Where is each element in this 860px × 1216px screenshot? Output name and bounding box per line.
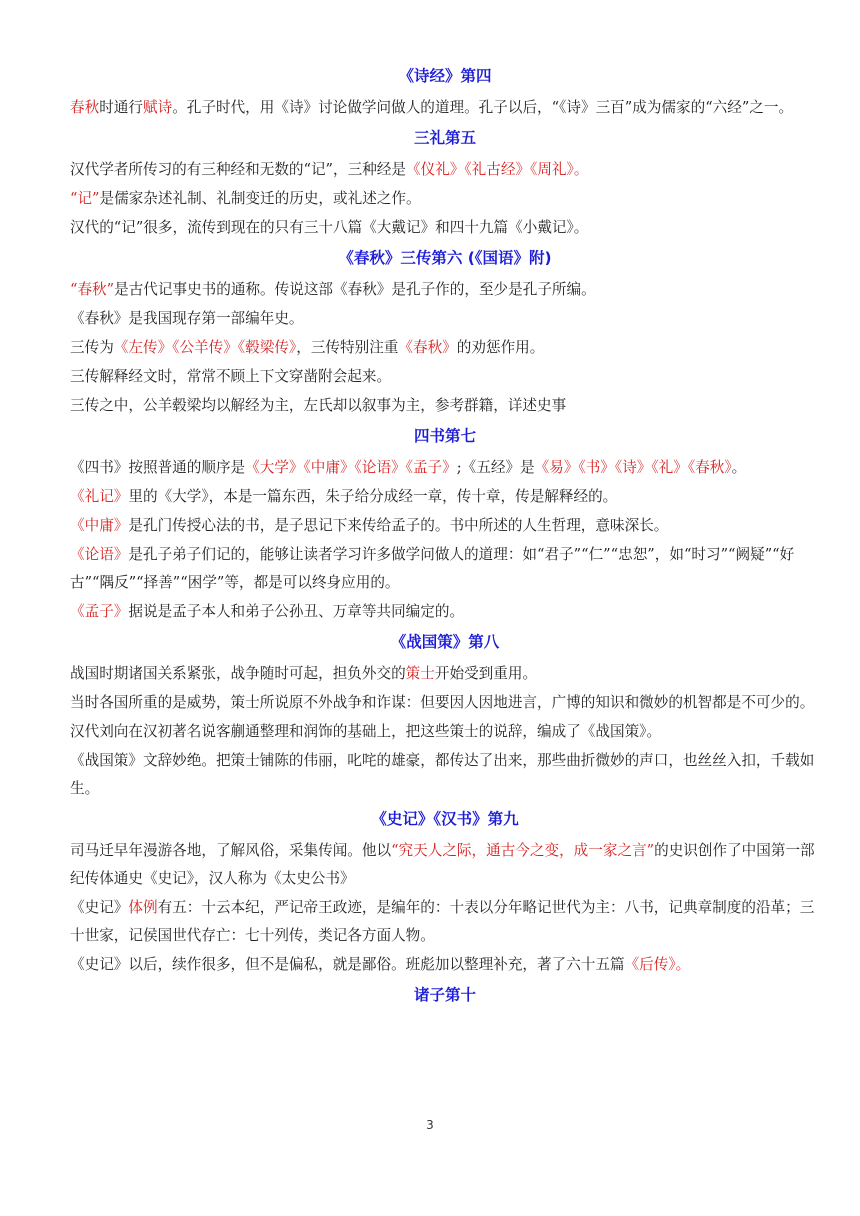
section-heading: 《战国策》第八	[390, 633, 500, 651]
paragraph	[70, 837, 820, 893]
highlighted-term: 《仪礼》《礼古经》《周礼》。	[406, 161, 589, 178]
text-run: 《史记》以后，续作很多，但不是偏私，就是鄙俗。班彪加以整理补充，著了六十五篇	[70, 956, 625, 973]
paragraph	[70, 392, 820, 420]
paragraph	[70, 512, 820, 540]
text-run: 战国时期诸国关系紧张，战争随时可起，担负外交的	[70, 665, 406, 682]
paragraph	[70, 598, 820, 626]
text-run: 据说是孟子本人和弟子公孙丑、万章等共同编定的。	[128, 603, 465, 620]
paragraph	[70, 660, 820, 688]
text-run: 汉代的“记”很多，流传到现在的只有三十八篇《大戴记》和四十九篇《小戴记》。	[70, 219, 589, 236]
highlighted-term: 《孟子》	[70, 603, 129, 620]
text-run: 汉代学者所传习的有三种经和无数的“记”，三种经是	[70, 161, 406, 178]
text-run: 。孔子时代，用《诗》讨论做学问做人的道理。孔子以后，“《诗》三百”成为儒家的“六经”之一。	[172, 99, 794, 116]
text-run: 时通行	[99, 99, 143, 116]
highlighted-term: 赋诗	[143, 99, 173, 116]
paragraph	[70, 185, 820, 213]
highlighted-term: 春秋	[70, 99, 100, 116]
highlighted-term: 《易》《书》《诗》《礼》《春秋》	[534, 459, 732, 476]
text-run: 《史记》	[70, 899, 129, 916]
text-run: 《春秋》是我国现存第一部编年史。	[70, 310, 304, 327]
paragraph	[70, 305, 820, 333]
paragraph	[70, 94, 820, 122]
paragraph	[70, 156, 820, 184]
highlighted-term: 《论语》	[70, 546, 129, 563]
highlighted-term: “究天人之际，通古今之变，成一家之言”	[391, 842, 655, 859]
paragraph	[70, 214, 820, 242]
paragraph	[70, 718, 820, 746]
text-run: 当时各国所重的是威势，策士所说原不外战争和诈谋：但要因人因地进言，广博的知识和微妙的机智都是不可少的。	[70, 694, 815, 711]
paragraph	[70, 541, 820, 597]
text-run: ，三传特别注重	[296, 339, 399, 356]
section-heading: 诸子第十	[413, 986, 476, 1004]
paragraph	[70, 747, 820, 803]
section-heading: 《史记》《汉书》第九	[371, 810, 519, 828]
text-run: 是古代记事史书的通称。传说这部《春秋》是孔子作的，至少是孔子所编。	[114, 281, 596, 298]
highlighted-term: 《礼记》	[70, 488, 129, 505]
text-run: 的史识创作了中国第一部纪传体通史《史记》，汉人称为《太史公书》	[70, 842, 815, 887]
paragraph	[70, 363, 820, 391]
paragraph	[70, 951, 820, 979]
highlighted-term: 《中庸》	[70, 517, 129, 534]
text-run: 司马迁早年漫游各地，了解风俗，采集传闻。他以	[70, 842, 392, 859]
text-run: 。	[731, 459, 747, 476]
highlighted-term: 《春秋》	[398, 339, 457, 356]
text-run: 的劝惩作用。	[456, 339, 545, 356]
text-run: 三传解释经文时，常常不顾上下文穿凿附会起来。	[70, 368, 392, 385]
highlighted-term: “春秋”	[70, 281, 115, 298]
text-run: 是孔子弟子们记的，能够让读者学习许多做学问做人的道理：如“君子”“仁”“忠恕”，如“时习”“阙疑”“好古”“隅反”“择善”“困学”等，都是可以终身应用的。	[70, 546, 795, 591]
text-run: 汉代刘向在汉初著名说客蒯通整理和润饰的基础上，把这些策士的说辞，编成了《战国策》。	[70, 723, 662, 740]
text-run: 《四书》按照普通的顺序是	[70, 459, 246, 476]
document-page	[70, 60, 820, 1013]
paragraph	[70, 483, 820, 511]
highlighted-term: 《大学》《中庸》《论语》《孟子》	[245, 459, 457, 476]
highlighted-term: 体例	[128, 899, 158, 916]
text-run: 三传为	[70, 339, 114, 356]
text-run: 是儒家杂述礼制、礼制变迁的历史，或礼述之作。	[99, 190, 421, 207]
text-run: 里的《大学》，本是一篇东西，朱子给分成经一章，传十章，传是解释经的。	[128, 488, 618, 505]
highlighted-term: 《后传》。	[624, 956, 691, 973]
paragraph	[70, 276, 820, 304]
section-heading: 三礼第五	[413, 129, 476, 147]
section-heading: 《春秋》三传第六 (《国语》附)	[338, 249, 552, 267]
highlighted-term: “记”	[70, 190, 100, 207]
highlighted-term: 策士	[405, 665, 435, 682]
paragraph	[70, 454, 820, 482]
text-run: 《战国策》文辞妙绝。把策士铺陈的伟丽，叱咤的雄豪，都传达了出来，那些曲折微妙的声口，也丝丝入扣，千载如生。	[70, 752, 815, 797]
text-run: 三传之中，公羊毂梁均以解经为主，左氏却以叙事为主，参考群籍，详述史事	[70, 397, 567, 414]
highlighted-term: 《左传》《公羊传》《毂梁传》	[113, 339, 297, 356]
text-run: 有五：十云本纪，严记帝王政迹，是编年的：十表以分年略记世代为主：八书，记典章制度的沿革；三十世家，记侯国世代存亡：七十列传，类记各方面人物。	[70, 899, 815, 944]
text-run: 开始受到重用。	[434, 665, 538, 682]
section-heading: 《诗经》第四	[398, 67, 492, 85]
paragraph	[70, 894, 820, 950]
text-run: ;《五经》是	[456, 459, 535, 476]
paragraph	[70, 334, 820, 362]
page-number: 3	[426, 1118, 434, 1132]
paragraph	[70, 689, 820, 717]
text-run: 是孔门传授心法的书，是子思记下来传给孟子的。书中所述的人生哲理，意味深长。	[128, 517, 669, 534]
section-heading: 四书第七	[413, 427, 476, 445]
